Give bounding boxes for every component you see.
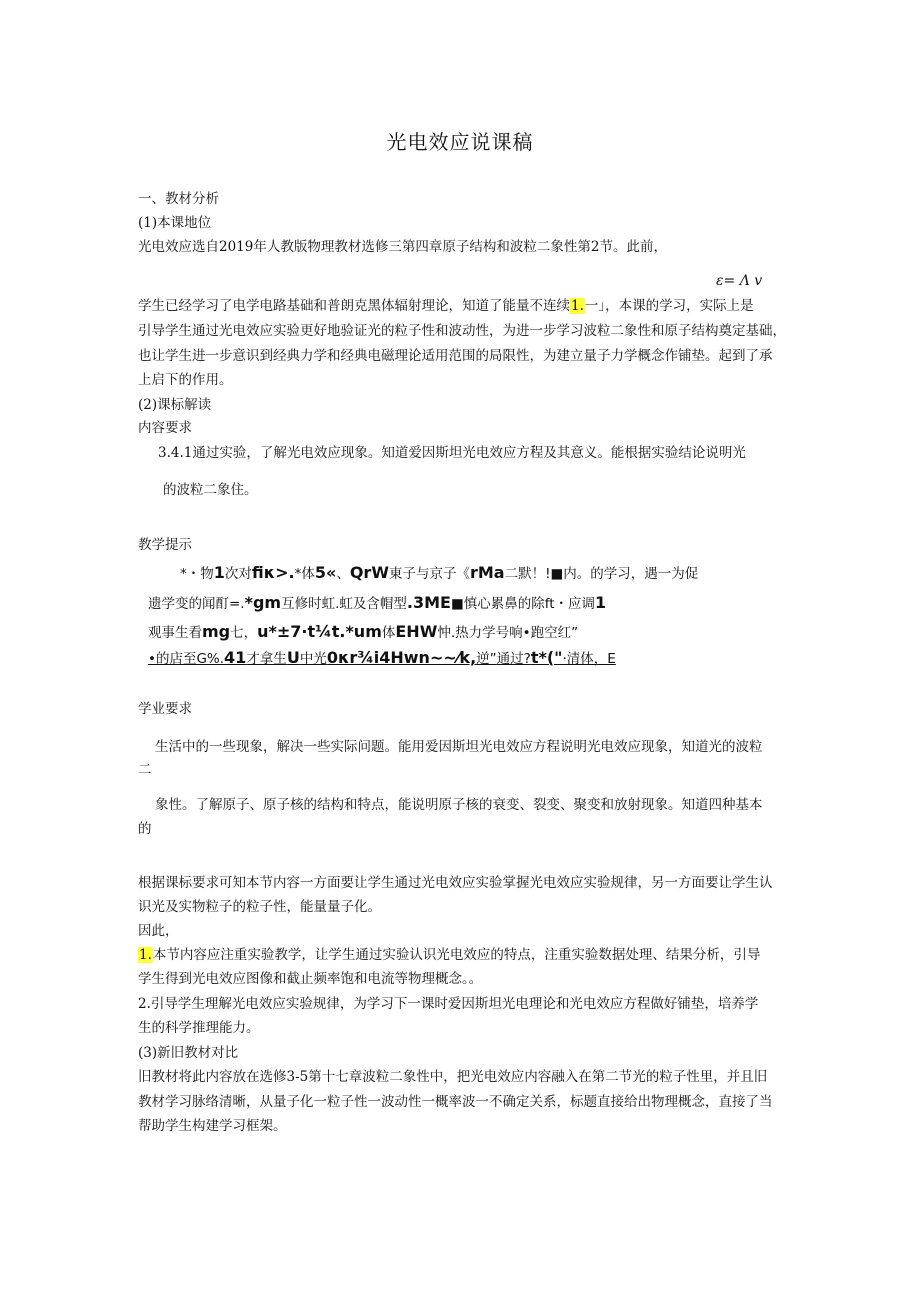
highlight-mark: 1.	[571, 298, 584, 314]
text-run: 互修时虹.虹及含帽型	[281, 596, 407, 612]
paragraph-line: 根据课标要求可知本节内容一方面要让学生通过光电效应实验掌握光电效应实验规律，另一方面要让学生认	[138, 875, 773, 891]
list-item-continued: 生的科学推理能力。	[138, 1020, 260, 1036]
text-run: 学生已经学习了电学电路基础和普朗克黑体辐射理论，知道了能量不连续	[138, 298, 570, 314]
text-run: 東子与京子《	[388, 566, 470, 582]
section-heading-analysis: 一、教材分析	[138, 191, 219, 207]
text-run: 1	[595, 593, 607, 612]
text-run: fiκ>.	[251, 563, 295, 582]
paragraph-line: 教材学习脉络清晰，从量子化一粒子性一波动性一概率波一不确定关系，标题直接给出物理概念，直接了当	[138, 1094, 773, 1110]
text-run: t*("	[530, 648, 563, 667]
text-run: 1	[213, 563, 225, 582]
text-run: 、	[336, 566, 350, 582]
requirement-line: 二	[138, 762, 152, 778]
text-run: •的店至G%.	[148, 651, 225, 667]
list-item: 2.引导学生理解光电效应实验规律，为学习下一课时爱因斯坦光电理论和光电效应方程做好铺垫，培养学	[138, 996, 759, 1012]
formula: ε= Λ v	[716, 273, 763, 289]
requirement-line: 生活中的一些现象，解决一些实际问题。能用爱因斯坦光电效应方程说明光电效应现象，知道光的波粒	[155, 739, 763, 755]
text-run: EHW	[395, 622, 438, 641]
paragraph-line: 旧教材将此内容放在选修3-5第十七章波粒二象性中，把光电效应内容融入在第二节光的粒子性里，并且旧	[138, 1069, 768, 1085]
text-run: 41	[224, 648, 247, 667]
paragraph-line	[138, 296, 754, 316]
subheading-position: (1)本课地位	[138, 215, 212, 231]
text-run: 中光	[299, 651, 327, 667]
text-run: .3ME	[406, 593, 451, 612]
requirement-line: 象性。了解原子、原子核的结构和特点，能说明原子核的衰变、裂变、聚变和放射现象。知道四种基本	[155, 797, 763, 813]
text-run: 忡.热力学号响•跑空红”	[437, 625, 579, 641]
text-run: rMa	[469, 563, 505, 582]
subheading-standards: (2)课标解读	[138, 397, 212, 413]
paragraph-line: 引导学生通过光电效应实验更好地验证光的粒子性和波动性，为进一步学习波粒二象性和原子结构奠定基础，	[138, 323, 786, 339]
requirement-line: 的	[138, 821, 152, 837]
text-run: 次对	[224, 566, 252, 582]
text-run: 0κr¾i4Hwn~~⁄k,	[326, 648, 477, 667]
text-run: 七，	[230, 625, 258, 641]
text-run: 二默！!■内。的学习，遇一为促	[504, 566, 699, 582]
text-run: U	[286, 648, 300, 667]
text-run: 一」，本课的学习，实际上是	[584, 298, 754, 314]
requirement-line: 的波粒二象住。	[163, 482, 258, 498]
paragraph-line: 因此，	[138, 923, 179, 939]
text-run: mg	[202, 622, 231, 641]
subheading-comparison: (3)新旧教材对比	[138, 1045, 239, 1061]
text-run: 体	[381, 625, 396, 641]
requirement-line: 3.4.1通过实验，了解光电效应现象。知道爱因斯坦光电效应方程及其意义。能根据实验结论说明光	[158, 445, 746, 461]
paragraph-line: 光电效应选自2019年人教版物理教材选修三第四章原子结构和波粒二象性第2节。此前，	[138, 239, 667, 255]
text-run: *・物	[180, 566, 214, 582]
text-run: u*±7·t¼t.*um	[257, 622, 382, 641]
garbled-line-2	[148, 593, 606, 614]
text-run: 通过?	[496, 651, 531, 667]
content-requirements-heading: 内容要求	[138, 420, 192, 436]
paragraph-line: 识光及实物粒子的粒子性，能量量子化。	[138, 899, 381, 915]
list-item	[138, 945, 760, 965]
teaching-tips-heading: 教学提示	[138, 537, 192, 553]
paragraph-line: 帮助学生构建学习框架。	[138, 1118, 287, 1134]
list-item-continued: 学生得到光电效应图像和截止频率饱和电流等物理概念。。	[138, 971, 483, 987]
garbled-line-3	[148, 622, 578, 643]
paragraph-line: 也让学生进一步意识到经典力学和经典电磁理论适用范围的局限性，为建立量子力学概念作铺垫。起到了承	[138, 348, 773, 364]
text-run: ■慎心累鼻的除ft・应调	[450, 596, 596, 612]
text-run: 观事生看	[148, 625, 202, 641]
text-run: 才拿生	[246, 651, 287, 667]
text-run: ·清体，E	[562, 651, 616, 667]
highlight-mark: 1.	[139, 947, 152, 963]
text-run: *gm	[244, 593, 282, 612]
paragraph-line: 上启下的作用。	[138, 372, 233, 388]
text-run: QrW	[349, 563, 389, 582]
garbled-line-1	[180, 563, 698, 584]
text-run: 本节内容应注重实验教学，让学生通过实验认识光电效应的特点，注重实验数据处理、结果分析，引导	[152, 947, 761, 963]
text-run: 遗学变的闻酊=.	[148, 596, 245, 612]
text-run: *体	[294, 566, 315, 582]
text-run: 5«	[314, 563, 337, 582]
garbled-line-4	[148, 648, 616, 669]
academic-requirements-heading: 学业要求	[138, 701, 192, 717]
page-title: 光电效应说课稿	[386, 130, 534, 154]
text-run: 逆”	[476, 651, 497, 667]
